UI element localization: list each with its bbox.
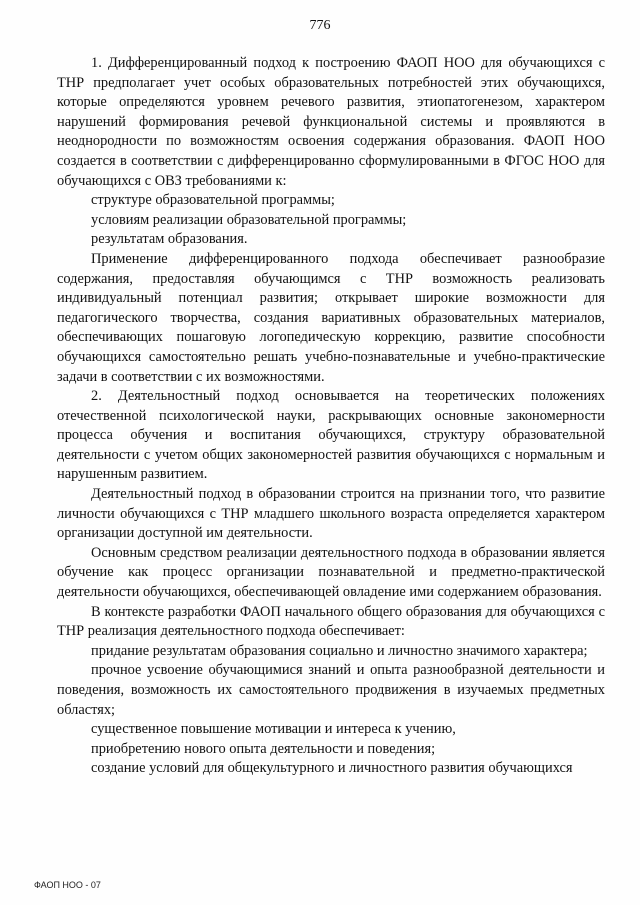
list-item-implementation-conditions: условиям реализации образовательной программы; (91, 211, 407, 228)
document-body (57, 54, 605, 779)
list-item-significance: придание результатам образования социально и личностно значимого характера; (91, 642, 588, 659)
footer-code: ФАОП НОО - 07 (34, 880, 101, 890)
paragraph-context: В контексте разработки ФАОП начального общего образования для обучающихся с ТНР реализация деятельностного подхода обеспечивает: (57, 603, 605, 640)
paragraph-activity-approach: 2. Деятельностный подход основывается на теоретических положениях отечественной психологической науки, раскрывающих основные закономерности процесса обучения и воспитания обучающихся, структуру образовательной деятельности с учетом общих закономерностей развития обучающихся с нормальным и нарушенным развитием. (57, 388, 605, 483)
paragraph-differentiated-application: Применение дифференцированного подхода обеспечивает разнообразие содержания, предоставляя обучающимся с ТНР возможность реализовать индивидуальный потенциал развития; открывает широкие возможности для педагогического творчества, создания вариативных образовательных материалов, обеспечивающих пошаговую логопедическую коррекцию, развитие способности обучающихся самостоятельно решать учебно-познавательные и учебно-практические задачи в соответствии с их возможностями. (57, 250, 605, 385)
paragraph-differentiated-approach: 1. Дифференцированный подход к построению ФАОП НОО для обучающихся с ТНР предполагает учет особых образовательных потребностей этих обучающихся, которые определяются уровнем речевого развития, этиопатогенезом, характером нарушений формирования речевой функциональной системы и проявляются в неоднородности по возможностям освоения содержания образования. ФАОП НОО создается в соответствии с дифференцированно сформулированными в ФГОС НОО для обучающихся с ОВЗ требованиями к: (57, 55, 605, 189)
list-item-education-results: результатам образования. (91, 231, 248, 248)
list-item-motivation: существенное повышение мотивации и интереса к учению, (91, 721, 456, 738)
paragraph-activity-in-education: Деятельностный подход в образовании строится на признании того, что развитие личности обучающихся с ТНР младшего школьного возраста определяется характером организации доступной им деятельности. (57, 486, 605, 542)
page-number: 776 (309, 18, 331, 33)
list-item-general-development: создание условий для общекультурного и личностного развития обучающихся (91, 760, 573, 777)
list-item-new-experience: приобретению нового опыта деятельности и поведения; (91, 740, 436, 757)
paragraph-main-means: Основным средством реализации деятельностного подхода в образовании является обучение как процесс организации познавательной и предметно-практической деятельности обучающихся, обеспечивающей овладение ими содержанием образования. (57, 544, 605, 601)
list-item-knowledge-acquisition: прочное усвоение обучающимися знаний и опыта разнообразной деятельности и поведения, возможность их самостоятельного продвижения в изучаемых предметных областях; (57, 662, 605, 718)
list-item-program-structure: структуре образовательной программы; (91, 192, 335, 209)
